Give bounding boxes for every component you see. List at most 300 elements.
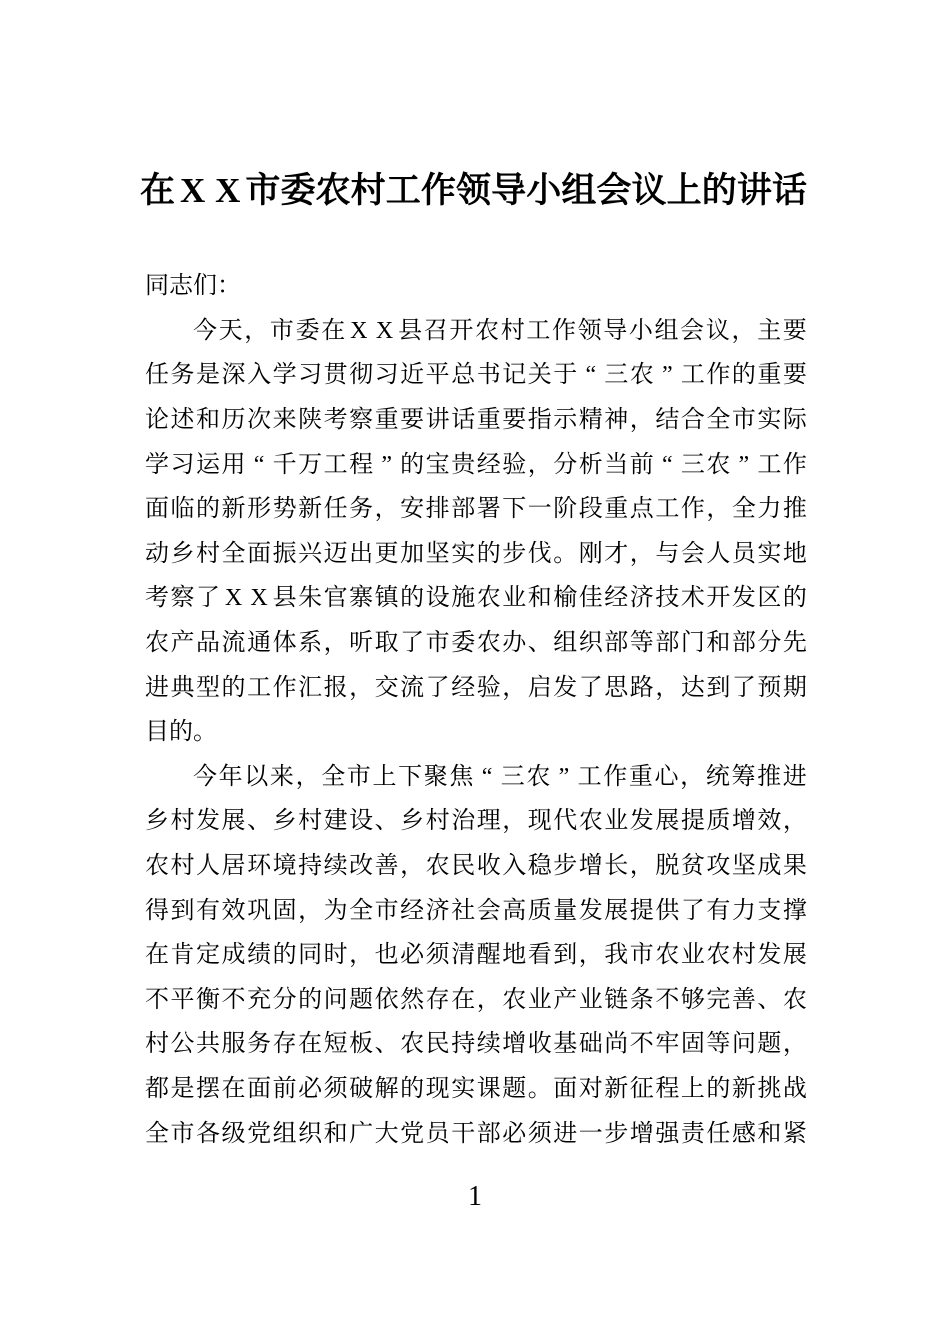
glyph: ” bbox=[661, 362, 673, 389]
glyph: 固 bbox=[680, 1031, 705, 1058]
glyph: 善 bbox=[731, 986, 756, 1013]
glyph: 要 bbox=[782, 362, 807, 389]
glyph: 导 bbox=[491, 170, 527, 210]
glyph: 农 bbox=[475, 317, 500, 344]
glyph: 察 bbox=[349, 407, 374, 434]
glyph: 期 bbox=[782, 674, 807, 701]
glyph: 贫 bbox=[680, 853, 705, 880]
glyph: 绩 bbox=[247, 942, 272, 969]
glyph: 以 bbox=[244, 763, 269, 790]
glyph: 振 bbox=[272, 540, 297, 567]
glyph: 是 bbox=[196, 362, 221, 389]
glyph: 工 bbox=[247, 674, 272, 701]
glyph: 业 bbox=[604, 808, 629, 835]
glyph: 平 bbox=[170, 986, 195, 1013]
glyph: 成 bbox=[221, 942, 246, 969]
glyph: 全 bbox=[731, 496, 756, 523]
glyph: 彻 bbox=[349, 362, 374, 389]
glyph: 坚 bbox=[425, 540, 450, 567]
glyph: 重 bbox=[628, 763, 653, 790]
glyph: 任 bbox=[706, 1120, 731, 1147]
glyph: 的 bbox=[400, 451, 425, 478]
glyph: 和 bbox=[706, 630, 731, 657]
glyph: 、 bbox=[527, 630, 552, 657]
glyph: 当 bbox=[604, 451, 629, 478]
glyph: 习 bbox=[298, 362, 323, 389]
glyph: 步 bbox=[502, 540, 527, 567]
glyph: 思 bbox=[604, 674, 629, 701]
glyph: 寨 bbox=[349, 585, 374, 612]
glyph: 面 bbox=[247, 540, 272, 567]
glyph: 必 bbox=[400, 942, 425, 969]
glyph: 市 bbox=[425, 630, 450, 657]
glyph: 征 bbox=[629, 1075, 654, 1102]
text-line bbox=[145, 353, 807, 398]
glyph: 现 bbox=[527, 808, 552, 835]
glyph: 大 bbox=[374, 1120, 399, 1147]
glyph: 础 bbox=[578, 1031, 603, 1058]
glyph: 高 bbox=[502, 897, 527, 924]
glyph: 村 bbox=[350, 170, 386, 210]
glyph: 不 bbox=[221, 986, 246, 1013]
glyph: 必 bbox=[502, 1120, 527, 1147]
glyph: 尚 bbox=[604, 1031, 629, 1058]
glyph: ， bbox=[502, 674, 527, 701]
glyph: 今 bbox=[193, 317, 217, 344]
glyph: 考 bbox=[145, 585, 169, 612]
glyph: 重 bbox=[374, 407, 399, 434]
glyph: 农 bbox=[655, 942, 680, 969]
glyph: 在 bbox=[298, 1031, 323, 1058]
glyph: 社 bbox=[451, 897, 476, 924]
glyph: 农 bbox=[502, 986, 527, 1013]
glyph: 作 bbox=[603, 763, 628, 790]
glyph: 贯 bbox=[323, 362, 348, 389]
glyph: 须 bbox=[323, 1075, 348, 1102]
glyph: 党 bbox=[400, 1120, 425, 1147]
glyph: 述 bbox=[170, 407, 195, 434]
glyph: 发 bbox=[196, 808, 221, 835]
glyph: ， bbox=[782, 808, 807, 835]
glyph: 面 bbox=[145, 496, 169, 523]
glyph: 收 bbox=[476, 853, 501, 880]
text-line bbox=[145, 665, 807, 710]
glyph: 村 bbox=[170, 853, 195, 880]
glyph: 长 bbox=[604, 853, 629, 880]
glyph: 存 bbox=[272, 1031, 297, 1058]
glyph: 增 bbox=[578, 853, 603, 880]
glyph: 议 bbox=[705, 317, 730, 344]
glyph: 和 bbox=[196, 407, 221, 434]
glyph: 业 bbox=[680, 942, 705, 969]
glyph: 收 bbox=[527, 1031, 552, 1058]
glyph: 作 bbox=[551, 317, 576, 344]
glyph: 任 bbox=[145, 362, 169, 389]
glyph: 展 bbox=[655, 808, 680, 835]
glyph: 理 bbox=[476, 808, 501, 835]
glyph: 深 bbox=[221, 362, 246, 389]
glyph: 时 bbox=[323, 942, 348, 969]
glyph: 农 bbox=[706, 942, 731, 969]
glyph: 乡 bbox=[145, 808, 169, 835]
glyph: 析 bbox=[578, 451, 603, 478]
glyph: 委 bbox=[280, 170, 316, 210]
glyph: 不 bbox=[629, 1031, 654, 1058]
glyph: 感 bbox=[731, 1120, 756, 1147]
glyph: 够 bbox=[680, 986, 705, 1013]
glyph: 阶 bbox=[553, 496, 578, 523]
glyph: 题 bbox=[502, 1075, 527, 1102]
glyph: 、 bbox=[374, 808, 399, 835]
glyph: 质 bbox=[527, 897, 552, 924]
glyph: 工 bbox=[655, 496, 680, 523]
glyph: 村 bbox=[731, 942, 756, 969]
glyph: 效 bbox=[757, 808, 782, 835]
glyph: 于 bbox=[553, 362, 578, 389]
text-line bbox=[145, 844, 807, 889]
glyph: 更 bbox=[374, 540, 399, 567]
glyph: 学 bbox=[272, 362, 297, 389]
glyph: 进 bbox=[782, 763, 807, 790]
glyph: 一 bbox=[527, 496, 552, 523]
glyph: 合 bbox=[680, 407, 705, 434]
glyph: 村 bbox=[298, 808, 323, 835]
glyph: 有 bbox=[196, 897, 221, 924]
glyph: 市 bbox=[731, 407, 756, 434]
glyph: 到 bbox=[553, 942, 578, 969]
glyph: 新 bbox=[731, 1075, 756, 1102]
glyph: 的 bbox=[272, 942, 297, 969]
glyph: 条 bbox=[629, 986, 654, 1013]
glyph: 组 bbox=[654, 317, 679, 344]
glyph: 门 bbox=[680, 630, 705, 657]
glyph: 全 bbox=[145, 1120, 169, 1147]
glyph: 分 bbox=[272, 986, 297, 1013]
glyph: 要 bbox=[400, 407, 425, 434]
glyph: 农 bbox=[476, 585, 501, 612]
glyph: 预 bbox=[757, 674, 782, 701]
glyph: 推 bbox=[757, 763, 782, 790]
glyph: 须 bbox=[527, 1120, 552, 1147]
glyph: ， bbox=[629, 407, 654, 434]
glyph: 下 bbox=[502, 496, 527, 523]
glyph: 心 bbox=[654, 763, 679, 790]
glyph: 续 bbox=[476, 1031, 501, 1058]
glyph: 年 bbox=[218, 763, 243, 790]
glyph: 话 bbox=[771, 170, 807, 210]
glyph: 基 bbox=[553, 1031, 578, 1058]
glyph: 农 bbox=[145, 630, 169, 657]
glyph: 强 bbox=[655, 1120, 680, 1147]
glyph: 都 bbox=[145, 1075, 169, 1102]
glyph: 经 bbox=[451, 674, 476, 701]
glyph: 业 bbox=[578, 986, 603, 1013]
glyph: 流 bbox=[221, 630, 246, 657]
glyph: 步 bbox=[604, 1120, 629, 1147]
glyph: X bbox=[215, 170, 241, 210]
text-line bbox=[145, 978, 807, 1023]
glyph: 实 bbox=[451, 540, 476, 567]
glyph: 醒 bbox=[476, 942, 501, 969]
glyph: 农 bbox=[425, 853, 450, 880]
glyph: 的 bbox=[400, 585, 425, 612]
glyph: 型 bbox=[196, 674, 221, 701]
glyph: 入 bbox=[502, 853, 527, 880]
glyph: “ bbox=[481, 763, 493, 790]
glyph: 神 bbox=[604, 407, 629, 434]
glyph: 陕 bbox=[298, 407, 323, 434]
glyph: 新 bbox=[298, 496, 323, 523]
glyph: 农 bbox=[145, 853, 169, 880]
glyph: 前 bbox=[272, 1075, 297, 1102]
glyph: 攻 bbox=[706, 853, 731, 880]
glyph: 提 bbox=[680, 808, 705, 835]
glyph: 、 bbox=[757, 986, 782, 1013]
glyph: 分 bbox=[553, 451, 578, 478]
glyph: 部 bbox=[655, 630, 680, 657]
glyph: 启 bbox=[527, 674, 552, 701]
glyph: 验 bbox=[476, 674, 501, 701]
glyph: 和 bbox=[323, 1120, 348, 1147]
glyph: 体 bbox=[272, 630, 297, 657]
glyph: 各 bbox=[196, 1120, 221, 1147]
document-body bbox=[145, 264, 807, 1156]
glyph: 官 bbox=[323, 585, 348, 612]
glyph: 员 bbox=[731, 540, 756, 567]
glyph: 要 bbox=[782, 317, 807, 344]
glyph: 村 bbox=[170, 808, 195, 835]
glyph: 村 bbox=[500, 317, 525, 344]
glyph: 人 bbox=[706, 540, 731, 567]
glyph: ” bbox=[738, 451, 750, 478]
glyph: 农 bbox=[315, 170, 351, 210]
glyph: 的 bbox=[782, 585, 807, 612]
text-line bbox=[145, 487, 807, 532]
glyph: 面 bbox=[553, 1075, 578, 1102]
glyph: 境 bbox=[272, 853, 297, 880]
glyph: 考 bbox=[323, 407, 348, 434]
glyph: 次 bbox=[247, 407, 272, 434]
glyph: 服 bbox=[221, 1031, 246, 1058]
glyph: 市 bbox=[245, 170, 281, 210]
glyph: 了 bbox=[425, 674, 450, 701]
glyph: 现 bbox=[425, 1075, 450, 1102]
glyph: 上 bbox=[372, 763, 397, 790]
glyph: 问 bbox=[323, 986, 348, 1013]
glyph: 部 bbox=[476, 1120, 501, 1147]
glyph: 持 bbox=[298, 853, 323, 880]
glyph: 也 bbox=[374, 942, 399, 969]
glyph: 宝 bbox=[425, 451, 450, 478]
glyph: 课 bbox=[476, 1075, 501, 1102]
glyph: 。 bbox=[553, 540, 578, 567]
text-line bbox=[145, 1067, 807, 1112]
glyph: 委 bbox=[451, 630, 476, 657]
glyph: 讲 bbox=[425, 407, 450, 434]
glyph: 技 bbox=[655, 585, 680, 612]
glyph: 用 bbox=[221, 451, 246, 478]
glyph: 续 bbox=[323, 853, 348, 880]
glyph: 织 bbox=[298, 1120, 323, 1147]
glyph: 同 bbox=[298, 942, 323, 969]
glyph: 支 bbox=[757, 897, 782, 924]
glyph: 坚 bbox=[731, 853, 756, 880]
glyph: 济 bbox=[629, 585, 654, 612]
glyph: 结 bbox=[655, 407, 680, 434]
glyph: 产 bbox=[170, 630, 195, 657]
glyph: 成 bbox=[757, 853, 782, 880]
glyph: X bbox=[224, 585, 243, 612]
glyph: 织 bbox=[578, 630, 603, 657]
glyph: 作 bbox=[706, 362, 731, 389]
glyph: 作 bbox=[680, 496, 705, 523]
glyph: 地 bbox=[502, 942, 527, 969]
glyph: 了 bbox=[731, 674, 756, 701]
glyph: 典 bbox=[170, 674, 195, 701]
glyph: 总 bbox=[451, 362, 476, 389]
glyph: 乡 bbox=[170, 540, 195, 567]
glyph: 全 bbox=[221, 540, 246, 567]
glyph: 进 bbox=[553, 1120, 578, 1147]
glyph: ： bbox=[217, 273, 241, 300]
glyph: “ bbox=[585, 362, 597, 389]
glyph: 居 bbox=[221, 853, 246, 880]
glyph: 。 bbox=[193, 719, 217, 746]
glyph: 民 bbox=[425, 1031, 450, 1058]
glyph: 全 bbox=[349, 897, 374, 924]
glyph: 村 bbox=[145, 1031, 169, 1058]
glyph: 与 bbox=[655, 540, 680, 567]
glyph: 发 bbox=[578, 897, 603, 924]
glyph: 我 bbox=[604, 942, 629, 969]
glyph: 办 bbox=[502, 630, 527, 657]
glyph: 术 bbox=[680, 585, 705, 612]
glyph: 经 bbox=[400, 897, 425, 924]
glyph: 在 bbox=[221, 1075, 246, 1102]
glyph: X bbox=[250, 585, 268, 612]
glyph: ， bbox=[782, 1031, 807, 1058]
glyph: 任 bbox=[323, 496, 348, 523]
glyph: 济 bbox=[425, 897, 450, 924]
glyph: ， bbox=[706, 496, 731, 523]
glyph: 县 bbox=[398, 317, 423, 344]
glyph: 区 bbox=[757, 585, 782, 612]
text-line bbox=[145, 576, 807, 621]
glyph: 农 bbox=[578, 808, 603, 835]
glyph: 交 bbox=[374, 674, 399, 701]
glyph: 才 bbox=[604, 540, 629, 567]
glyph: 为 bbox=[323, 897, 348, 924]
text-line bbox=[145, 1111, 807, 1156]
glyph: 供 bbox=[655, 897, 680, 924]
glyph: 开 bbox=[449, 317, 474, 344]
glyph: 在 bbox=[145, 942, 169, 969]
glyph: 问 bbox=[731, 1031, 756, 1058]
glyph: 会 bbox=[680, 317, 705, 344]
glyph: 链 bbox=[604, 986, 629, 1013]
glyph: 发 bbox=[553, 674, 578, 701]
glyph: ， bbox=[502, 808, 527, 835]
glyph: 同 bbox=[145, 273, 169, 300]
glyph: 固 bbox=[272, 897, 297, 924]
glyph: 话 bbox=[451, 407, 476, 434]
glyph: 报 bbox=[323, 674, 348, 701]
glyph: 程 bbox=[655, 1075, 680, 1102]
glyph: 善 bbox=[374, 853, 399, 880]
glyph: 得 bbox=[145, 897, 169, 924]
glyph: 实 bbox=[757, 540, 782, 567]
glyph: 经 bbox=[476, 451, 501, 478]
glyph: 解 bbox=[374, 1075, 399, 1102]
glyph: 充 bbox=[247, 986, 272, 1013]
glyph: 精 bbox=[578, 407, 603, 434]
glyph: 和 bbox=[757, 1120, 782, 1147]
glyph: 朱 bbox=[298, 585, 323, 612]
glyph: 必 bbox=[298, 1075, 323, 1102]
glyph: 出 bbox=[349, 540, 374, 567]
glyph: 在 bbox=[451, 986, 476, 1013]
glyph: 题 bbox=[757, 1031, 782, 1058]
glyph: 须 bbox=[425, 942, 450, 969]
glyph: 不 bbox=[145, 986, 169, 1013]
glyph: 小 bbox=[628, 317, 653, 344]
glyph: ， bbox=[578, 942, 603, 969]
glyph: 定 bbox=[196, 942, 221, 969]
glyph: 千 bbox=[272, 451, 297, 478]
glyph: 新 bbox=[604, 1075, 629, 1102]
glyph: 的 bbox=[400, 1075, 425, 1102]
glyph: 工 bbox=[385, 170, 421, 210]
glyph: 在 bbox=[321, 317, 346, 344]
glyph: 撑 bbox=[782, 897, 807, 924]
glyph: 推 bbox=[782, 496, 807, 523]
glyph: 通 bbox=[247, 630, 272, 657]
glyph: 一 bbox=[578, 1120, 603, 1147]
glyph: 书 bbox=[476, 362, 501, 389]
glyph: 战 bbox=[782, 1075, 807, 1102]
glyph: 不 bbox=[655, 986, 680, 1013]
glyph: 领 bbox=[577, 317, 602, 344]
glyph: 进 bbox=[145, 674, 169, 701]
glyph: 学 bbox=[145, 451, 169, 478]
glyph: 业 bbox=[502, 585, 527, 612]
glyph: 下 bbox=[398, 763, 423, 790]
glyph: 的 bbox=[701, 170, 737, 210]
glyph: 会 bbox=[476, 897, 501, 924]
glyph: 步 bbox=[553, 853, 578, 880]
glyph: 到 bbox=[170, 897, 195, 924]
glyph: 全 bbox=[706, 407, 731, 434]
glyph: 市 bbox=[170, 1120, 195, 1147]
glyph: 展 bbox=[604, 897, 629, 924]
glyph: ， bbox=[680, 763, 705, 790]
text-line bbox=[145, 799, 807, 844]
glyph: 们 bbox=[193, 273, 217, 300]
glyph: 有 bbox=[706, 897, 731, 924]
glyph: 入 bbox=[247, 362, 272, 389]
document-title bbox=[140, 166, 807, 214]
glyph: 紧 bbox=[782, 1120, 807, 1147]
glyph: 作 bbox=[782, 451, 807, 478]
glyph: 破 bbox=[349, 1075, 374, 1102]
glyph: 等 bbox=[706, 1031, 731, 1058]
glyph: 佳 bbox=[578, 585, 603, 612]
glyph: 工 bbox=[757, 451, 782, 478]
glyph: 工 bbox=[577, 763, 602, 790]
glyph: 流 bbox=[400, 674, 425, 701]
glyph: 三 bbox=[500, 763, 525, 790]
glyph: 势 bbox=[272, 496, 297, 523]
